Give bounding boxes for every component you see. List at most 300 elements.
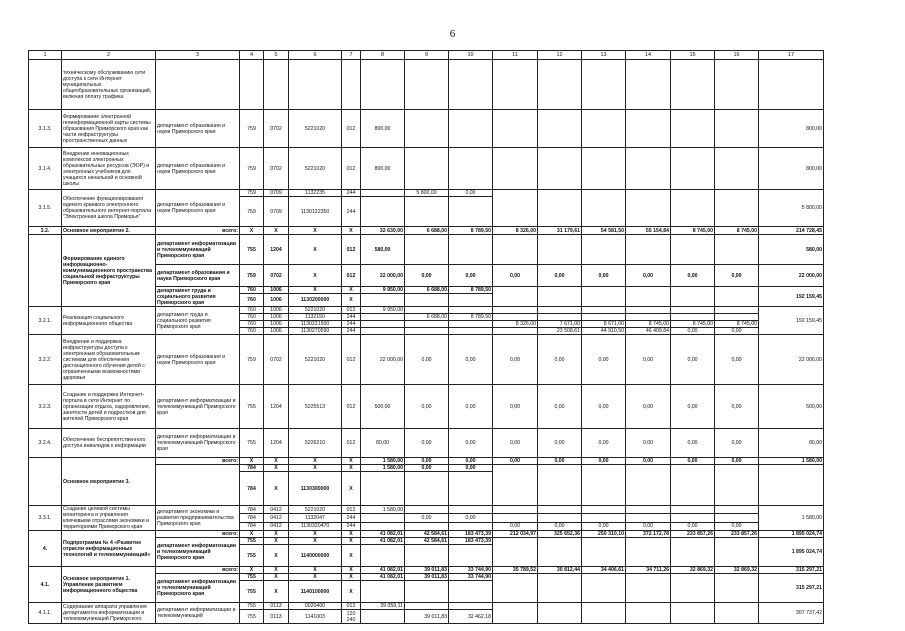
table-cell xyxy=(493,603,538,624)
table-cell: 39 011,83 xyxy=(405,574,449,581)
table-cell: 0113 xyxy=(264,603,289,610)
table-cell: 0,00 xyxy=(449,458,493,465)
table-cell: 4.1. xyxy=(29,567,62,603)
table-cell: X xyxy=(264,465,289,472)
table-cell: 0,00 xyxy=(582,458,626,465)
table-cell xyxy=(626,314,671,321)
table-cell: 41 082,01 xyxy=(361,538,405,545)
table-cell: 0,00 xyxy=(538,335,582,385)
table-cell: 5225513 xyxy=(289,385,342,429)
table-cell: 500,00 xyxy=(361,385,405,429)
table-cell xyxy=(671,574,715,603)
table-cell: X xyxy=(342,581,361,603)
table-cell xyxy=(715,314,759,321)
table-cell: 012 xyxy=(342,110,361,148)
table-cell: 32 869,32 xyxy=(715,567,759,574)
table-cell xyxy=(715,148,759,190)
table-cell: департамент информатизации и телекоммуникаций Приморского края xyxy=(156,429,240,458)
table-cell: 1130270590 xyxy=(289,328,342,335)
table-cell: 0702 xyxy=(264,110,289,148)
table-cell xyxy=(671,506,715,514)
table-cell: X xyxy=(342,472,361,506)
table-cell: 012 xyxy=(342,603,361,610)
table-cell xyxy=(405,328,449,335)
table-cell: 0,00 xyxy=(582,335,626,385)
table-cell: 760 xyxy=(240,294,264,307)
table-row xyxy=(29,506,824,514)
table-cell xyxy=(264,60,289,110)
table-cell: 0,00 xyxy=(715,265,759,287)
table-cell: 32 462,18 xyxy=(449,610,493,624)
table-cell: 755 xyxy=(240,385,264,429)
table-cell: 0,00 xyxy=(538,429,582,458)
table-cell: 0,00 xyxy=(538,522,582,530)
column-number: 1 xyxy=(29,51,62,60)
table-cell: 0,00 xyxy=(671,385,715,429)
table-cell: техническому обслуживанию сети доступа к сети Интернет муниципальных общеобразовательных организаций, включая оплату трафика xyxy=(62,60,156,110)
column-number: 15 xyxy=(671,51,715,60)
table-cell: 0,00 xyxy=(582,429,626,458)
table-cell: 372 172,78 xyxy=(626,531,671,538)
table-cell: X xyxy=(264,567,289,574)
table-cell: 0,00 xyxy=(715,429,759,458)
table-cell xyxy=(361,545,405,567)
table-cell xyxy=(715,574,759,603)
table-cell: 1130320470 xyxy=(289,522,342,530)
table-cell: 0020400 xyxy=(289,603,342,610)
table-cell xyxy=(449,506,493,514)
table-cell: 759 xyxy=(240,110,264,148)
table-cell: Внедрение инновационных комплексов электронных образовательных ресурсов (ЭОР) и электронных учебников для учащихся начальной и основной школы xyxy=(62,148,156,190)
table-cell: 784 xyxy=(240,506,264,514)
table-cell: 55 154,84 xyxy=(626,227,671,235)
table-cell: 1140100000 xyxy=(289,581,342,603)
table-cell: 9 950,00 xyxy=(361,307,405,314)
table-cell xyxy=(582,314,626,321)
table-cell: X xyxy=(264,227,289,235)
table-cell: 4.1.1. xyxy=(29,603,62,624)
table-cell: 759 xyxy=(240,265,264,287)
table-cell: 244 xyxy=(342,190,361,197)
table-cell: Основное мероприятие 2. xyxy=(62,227,156,235)
table-cell: 0,00 xyxy=(671,458,715,465)
table-cell: 755 xyxy=(240,538,264,545)
table-cell xyxy=(405,545,449,567)
table-cell xyxy=(449,545,493,567)
table-cell xyxy=(240,60,264,110)
table-cell: 9 950,00 xyxy=(361,287,405,294)
table-cell: 759 xyxy=(240,148,264,190)
table-cell: X xyxy=(240,567,264,574)
table-row xyxy=(29,60,824,110)
table-cell: 0,00 xyxy=(626,429,671,458)
table-cell: 6 688,00 xyxy=(405,227,449,235)
table-cell: 1 895 024,74 xyxy=(759,538,824,567)
table-cell: X xyxy=(342,227,361,235)
table-cell xyxy=(156,465,240,506)
table-cell xyxy=(626,235,671,265)
table-cell xyxy=(361,581,405,603)
table-cell xyxy=(582,465,626,506)
table-cell: X xyxy=(240,458,264,465)
table-cell: 5221020 xyxy=(289,148,342,190)
table-cell: 46 409,84 xyxy=(626,328,671,335)
table-cell: 80,00 xyxy=(759,429,824,458)
table-row xyxy=(29,307,824,314)
header-row xyxy=(29,51,824,60)
table-cell xyxy=(449,148,493,190)
table-cell: 3.2.1. xyxy=(29,307,62,335)
table-cell xyxy=(156,60,240,110)
table-cell: 8 789,50 xyxy=(449,227,493,235)
table-cell: X xyxy=(342,545,361,567)
table-cell xyxy=(405,603,449,610)
table-cell: 1130122350 xyxy=(289,197,342,227)
table-cell: 39 059,11 xyxy=(361,603,405,610)
table-cell: 012 xyxy=(342,307,361,314)
table-cell: 0702 xyxy=(264,335,289,385)
table-cell: 22 000,00 xyxy=(361,335,405,385)
table-cell: 1132150 xyxy=(289,314,342,321)
table-cell: 44 910,50 xyxy=(582,328,626,335)
table-cell: 22 000,00 xyxy=(361,265,405,287)
table-cell: 784 xyxy=(240,472,264,506)
table-cell: 012 xyxy=(342,265,361,287)
table-cell: 1006 xyxy=(264,314,289,321)
table-cell: 0,00 xyxy=(405,458,449,465)
table-cell xyxy=(361,190,405,197)
table-cell: 0,00 xyxy=(405,429,449,458)
table-cell: 192 159,45 xyxy=(759,287,824,307)
table-cell: 1 580,00 xyxy=(759,458,824,465)
table-cell: 1140000000 xyxy=(289,545,342,567)
table-cell: департамент образования и науки Приморского края xyxy=(156,335,240,385)
table-cell: 233 857,26 xyxy=(715,531,759,538)
column-number: 8 xyxy=(361,51,405,60)
table-cell: 012 xyxy=(342,235,361,265)
table-cell xyxy=(538,307,582,314)
table-cell: 0,00 xyxy=(715,458,759,465)
table-cell: 8 745,00 xyxy=(715,321,759,328)
column-number: 7 xyxy=(342,51,361,60)
table-cell: 31 179,61 xyxy=(538,227,582,235)
table-row xyxy=(29,531,824,538)
table-cell xyxy=(582,287,626,307)
table-row xyxy=(29,603,824,610)
table-cell: департамент информатизации и телекоммуникаций Приморского края xyxy=(156,385,240,429)
table-cell xyxy=(361,610,405,624)
table-cell xyxy=(671,235,715,265)
table-cell xyxy=(671,287,715,307)
table-cell xyxy=(493,574,538,603)
table-cell: 8 745,00 xyxy=(715,227,759,235)
table-cell: 41 082,01 xyxy=(361,567,405,574)
table-row xyxy=(29,458,824,465)
table-cell: X xyxy=(240,227,264,235)
budget-table xyxy=(28,50,824,624)
table-cell: 30 812,44 xyxy=(538,567,582,574)
table-cell: 755 xyxy=(240,235,264,265)
table-cell: 0,00 xyxy=(715,335,759,385)
table-cell: 23 508,61 xyxy=(538,328,582,335)
table-cell xyxy=(671,307,715,314)
table-cell xyxy=(29,60,62,110)
table-cell: 212 034,97 xyxy=(493,531,538,538)
column-number: 6 xyxy=(289,51,342,60)
table-cell xyxy=(671,110,715,148)
table-cell: 784 xyxy=(240,522,264,530)
table-cell: 41 082,01 xyxy=(361,574,405,581)
table-cell xyxy=(715,514,759,522)
table-cell xyxy=(449,235,493,265)
table-cell: X xyxy=(342,531,361,538)
table-cell xyxy=(715,307,759,314)
table-cell: 012 xyxy=(342,385,361,429)
table-cell xyxy=(626,465,671,506)
table-cell xyxy=(715,506,759,514)
table-cell xyxy=(405,506,449,514)
table-cell: 0,00 xyxy=(405,385,449,429)
table-cell: 5 800,00 xyxy=(405,190,449,197)
column-number: 9 xyxy=(405,51,449,60)
table-cell: 0709 xyxy=(264,197,289,227)
table-cell: 35 789,52 xyxy=(493,567,538,574)
table-cell: 0,00 xyxy=(626,522,671,530)
table-cell xyxy=(405,235,449,265)
table-cell xyxy=(449,60,493,110)
table-cell: 0,00 xyxy=(626,458,671,465)
table-cell: 0,00 xyxy=(671,335,715,385)
table-cell: 244 xyxy=(342,522,361,530)
table-cell xyxy=(361,328,405,335)
table-cell xyxy=(493,465,538,506)
table-cell xyxy=(715,538,759,567)
column-number: 10 xyxy=(449,51,493,60)
table-cell: 1130300000 xyxy=(289,472,342,506)
table-cell: 0412 xyxy=(264,506,289,514)
table-cell: 39 011,83 xyxy=(405,610,449,624)
table-cell: X xyxy=(264,531,289,538)
table-cell: X xyxy=(342,538,361,545)
table-cell: 34 711,26 xyxy=(626,567,671,574)
table-cell: 0,00 xyxy=(449,385,493,429)
table-cell xyxy=(361,321,405,328)
table-cell: 800,00 xyxy=(361,148,405,190)
table-cell: всего: xyxy=(156,531,240,538)
table-cell xyxy=(582,603,626,624)
table-cell xyxy=(405,294,449,307)
table-cell: департамент труда и социального развития Приморского края xyxy=(156,307,240,335)
table-cell: 012 xyxy=(342,335,361,385)
table-cell: департамент информатизации и телекоммуникаций xyxy=(156,603,240,624)
table-cell xyxy=(626,60,671,110)
table-cell: 759 xyxy=(240,197,264,227)
table-cell xyxy=(626,110,671,148)
table-cell: 0,00 xyxy=(671,522,715,530)
table-cell: 500,00 xyxy=(759,385,824,429)
table-cell xyxy=(493,328,538,335)
table-cell xyxy=(449,197,493,227)
table-cell: департамент информатизации и телекоммуникаций Приморского края xyxy=(156,538,240,567)
table-cell xyxy=(361,197,405,227)
table-cell: 192 159,45 xyxy=(759,307,824,335)
table-cell: 012 xyxy=(342,148,361,190)
table-cell: 0,00 xyxy=(405,265,449,287)
table-row xyxy=(29,190,824,197)
table-cell xyxy=(493,307,538,314)
table-cell xyxy=(582,110,626,148)
table-cell: 22 000,00 xyxy=(759,335,824,385)
table-cell: X xyxy=(289,574,342,581)
table-cell: X xyxy=(342,287,361,294)
table-cell: Обеспечение беспрепятственного доступа инвалидов к информации xyxy=(62,429,156,458)
table-cell: департамент информатизации и телекоммуникаций Приморского края xyxy=(156,235,240,265)
table-cell xyxy=(715,465,759,506)
table-cell xyxy=(671,190,715,227)
table-cell xyxy=(582,307,626,314)
table-cell: 307 737,42 xyxy=(759,603,824,624)
table-cell: 800,00 xyxy=(361,110,405,148)
table-cell: X xyxy=(289,287,342,294)
table-cell: 1006 xyxy=(264,294,289,307)
table-cell: 5226210 xyxy=(289,429,342,458)
table-cell xyxy=(626,148,671,190)
table-cell xyxy=(626,506,671,514)
table-cell xyxy=(361,522,405,530)
table-cell xyxy=(405,522,449,530)
table-cell xyxy=(715,190,759,227)
table-cell: 0,00 xyxy=(582,385,626,429)
table-cell: 580,00 xyxy=(361,235,405,265)
table-cell: 0,00 xyxy=(626,265,671,287)
table-cell: 0,00 xyxy=(626,335,671,385)
table-cell xyxy=(715,603,759,624)
table-cell: 5221020 xyxy=(289,110,342,148)
table-cell xyxy=(405,307,449,314)
table-cell: 0,00 xyxy=(493,335,538,385)
table-cell: X xyxy=(289,567,342,574)
table-cell xyxy=(759,60,824,110)
table-cell: 244 xyxy=(342,328,361,335)
table-cell: 0,00 xyxy=(538,265,582,287)
table-row xyxy=(29,110,824,148)
table-cell: 244 xyxy=(342,321,361,328)
table-cell: 3.2.3. xyxy=(29,385,62,429)
table-cell: Подпрограмма № 4 «Развитие отрасли информационных технологий и телекоммуникаций» xyxy=(62,531,156,567)
table-cell: 1204 xyxy=(264,235,289,265)
table-cell: 3.2.4. xyxy=(29,429,62,458)
table-cell: Формирование электронной геоинформационной карты системы образования Приморского края как части инфраструктуры пространственных данных xyxy=(62,110,156,148)
table-cell: 0,00 xyxy=(449,429,493,458)
table-cell xyxy=(538,60,582,110)
table-cell xyxy=(538,190,582,227)
table-cell: 0,00 xyxy=(449,335,493,385)
table-cell: 244 xyxy=(342,197,361,227)
table-cell: 22 000,00 xyxy=(759,265,824,287)
table-cell: 800,00 xyxy=(759,110,824,148)
table-cell xyxy=(626,287,671,307)
table-cell: X xyxy=(264,458,289,465)
table-cell xyxy=(361,472,405,506)
table-cell: департамент образования и науки Приморского края xyxy=(156,110,240,148)
table-cell xyxy=(582,538,626,567)
table-cell xyxy=(493,235,538,265)
table-row xyxy=(29,235,824,265)
table-cell: 0709 xyxy=(264,190,289,197)
table-cell xyxy=(715,287,759,307)
table-cell: 0,00 xyxy=(405,514,449,522)
table-cell: 0702 xyxy=(264,148,289,190)
table-cell: X xyxy=(240,531,264,538)
table-cell xyxy=(449,472,493,506)
table-cell: 315 297,21 xyxy=(759,574,824,603)
table-cell xyxy=(493,514,538,522)
column-number: 13 xyxy=(582,51,626,60)
column-number: 3 xyxy=(156,51,240,60)
table-cell: 760 xyxy=(240,307,264,314)
table-cell: 5221020 xyxy=(289,335,342,385)
table-cell: X xyxy=(289,458,342,465)
table-cell xyxy=(538,314,582,321)
table-cell xyxy=(671,514,715,522)
table-cell: X xyxy=(289,235,342,265)
table-cell: 0,00 xyxy=(715,522,759,530)
table-cell: 1006 xyxy=(264,328,289,335)
table-cell: 0,00 xyxy=(582,265,626,287)
table-cell: 0,00 xyxy=(538,458,582,465)
table-cell: 325 652,36 xyxy=(538,531,582,538)
table-cell xyxy=(671,603,715,624)
table-cell: 759 xyxy=(240,335,264,385)
table-cell: 39 011,83 xyxy=(405,567,449,574)
table-cell: 0,00 xyxy=(449,465,493,472)
table-cell xyxy=(715,60,759,110)
table-cell: 8 789,50 xyxy=(449,287,493,294)
table-cell: 250 310,10 xyxy=(582,531,626,538)
table-cell: 755 xyxy=(240,610,264,624)
table-cell: 0,00 xyxy=(671,328,715,335)
table-cell xyxy=(582,190,626,227)
table-cell xyxy=(493,190,538,227)
table-cell: 42 584,61 xyxy=(405,531,449,538)
table-cell: 1132235 xyxy=(289,190,342,197)
table-cell: департамент образования и науки Приморского края xyxy=(156,148,240,190)
column-number: 12 xyxy=(538,51,582,60)
table-cell xyxy=(538,110,582,148)
table-cell xyxy=(626,574,671,603)
table-cell: 1132047 xyxy=(289,514,342,522)
table-cell xyxy=(538,465,582,506)
table-cell: 0,00 xyxy=(715,385,759,429)
table-cell xyxy=(626,514,671,522)
table-cell xyxy=(29,235,62,307)
table-cell xyxy=(715,235,759,265)
table-cell: департамент образования и науки Приморского края xyxy=(156,190,240,227)
table-cell: 1006 xyxy=(264,321,289,328)
table-cell xyxy=(361,60,405,110)
table-cell: департамент образования и науки Приморского края xyxy=(156,265,240,287)
table-cell xyxy=(715,110,759,148)
table-cell xyxy=(582,60,626,110)
table-cell: Основное мероприятие 3. xyxy=(62,458,156,506)
table-cell: Создание целевой системы мониторинга и управления ключевыми отраслями экономики и территориями Приморского края xyxy=(62,506,156,531)
table-row xyxy=(29,227,824,235)
table-cell: 8 789,50 xyxy=(449,314,493,321)
table-cell xyxy=(493,506,538,514)
table-cell: X xyxy=(289,531,342,538)
table-cell xyxy=(449,110,493,148)
column-number: 11 xyxy=(493,51,538,60)
